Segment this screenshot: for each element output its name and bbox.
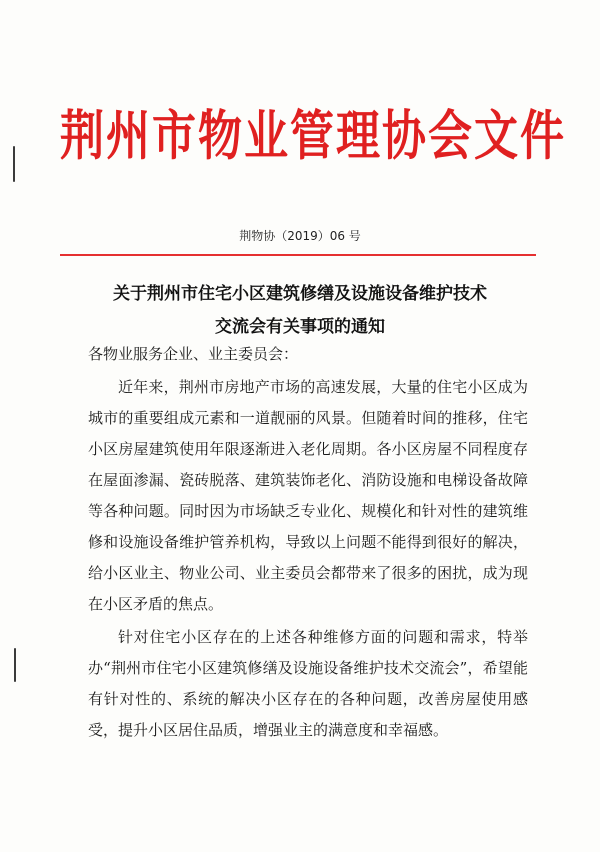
notice-title-line-2: 交流会有关事项的通知 <box>215 317 385 337</box>
body-paragraph-2: 针对住宅小区存在的上述各种维修方面的问题和需求，特举办“荆州市住宅小区建筑修缮及设施设备维护技术交流会”，希望能有针对性的、系统的解决小区存在的各种问题，改善房屋使用感受，提升小区居住品质，增强业主的满意度和幸福感。 <box>88 628 528 739</box>
header-red-rule <box>60 254 536 256</box>
binding-mark-bottom <box>14 648 16 682</box>
notice-title-line-1: 关于荆州市住宅小区建筑修缮及设施设备维护技术 <box>113 284 487 304</box>
body-paragraph-1: 近年来，荆州市房地产市场的高速发展，大量的住宅小区成为城市的重要组成元素和一道靓丽的风景。但随着时间的推移，住宅小区房屋建筑使用年限逐渐进入老化周期。各小区房屋不同程度存在屋面渗漏、瓷砖脱落、建筑装饰老化、消防设施和电梯设备故障等各种问题。同时因为市场缺乏专业化、规模化和针对性的建筑维修和设施设备维护管养机构，导致以上问题不能得到很好的解决，给小区业主、物业公司、业主委员会都带来了很多的困扰，成为现在小区矛盾的焦点。 <box>88 378 528 613</box>
binding-mark-top <box>13 146 15 182</box>
document-header-title: 荆州市物业管理协会文件 <box>60 105 566 168</box>
document-number: 荆物协（2019）06 号 <box>239 229 361 243</box>
salutation: 各物业服务企业、业主委员会： <box>88 345 299 363</box>
